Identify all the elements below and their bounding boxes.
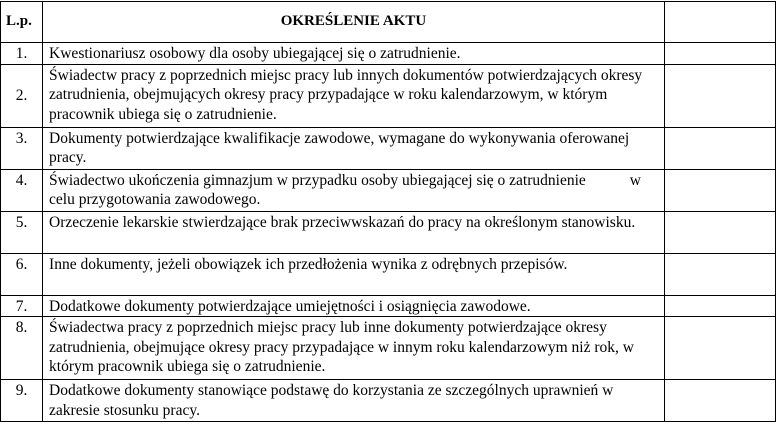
row-number: 1. bbox=[1, 43, 43, 65]
header-extra bbox=[664, 2, 775, 43]
table-row bbox=[1, 295, 776, 317]
row-number: 7. bbox=[1, 295, 43, 317]
row-number: 2. bbox=[1, 64, 43, 127]
row-text: Orzeczenie lekarskie stwierdzające brak przeciwwskazań do pracy na określonym stanowisku. bbox=[43, 211, 665, 253]
row-extra-cell bbox=[664, 127, 775, 169]
row-extra-cell bbox=[664, 253, 775, 295]
row-extra-cell bbox=[664, 211, 775, 253]
row-text: Dodatkowe dokumenty potwierdzające umiejętności i osiągnięcia zawodowe. bbox=[43, 295, 665, 317]
row-extra-cell bbox=[664, 169, 775, 211]
row-number: 5. bbox=[1, 211, 43, 253]
header-title: OKREŚLENIE AKTU bbox=[43, 2, 665, 43]
table-row bbox=[1, 380, 776, 422]
table-row bbox=[1, 43, 776, 65]
table-row bbox=[1, 211, 776, 253]
table-row bbox=[1, 253, 776, 295]
row-extra-cell bbox=[664, 43, 775, 65]
row-number: 9. bbox=[1, 380, 43, 422]
row-text: Świadectwa pracy z poprzednich miejsc pracy lub inne dokumenty potwierdzające okresy zatrudnienia, obejmujące okresy pracy przypadające w innym roku kalendarzowym niż rok, w którym pracownik ubiega się o zatrudnienie. bbox=[43, 317, 665, 380]
row-text: Inne dokumenty, jeżeli obowiązek ich przedłożenia wynika z odrębnych przepisów. bbox=[43, 253, 665, 295]
row-text-part-b: w celu przygotowania zawodowego. bbox=[49, 171, 641, 208]
row-text bbox=[43, 169, 665, 211]
documents-table bbox=[0, 1, 776, 422]
row-extra-cell bbox=[664, 317, 775, 380]
row-text: Dodatkowe dokumenty stanowiące podstawę do korzystania ze szczególnych uprawnień w zakresie stosunku pracy. bbox=[43, 380, 665, 422]
row-number: 3. bbox=[1, 127, 43, 169]
table-row bbox=[1, 127, 776, 169]
row-number: 4. bbox=[1, 169, 43, 211]
header-lp: L.p. bbox=[1, 2, 43, 43]
row-text: Dokumenty potwierdzające kwalifikacje zawodowe, wymagane do wykonywania oferowanej pracy. bbox=[43, 127, 665, 169]
row-number: 6. bbox=[1, 253, 43, 295]
row-number: 8. bbox=[1, 317, 43, 380]
row-extra-cell bbox=[664, 380, 775, 422]
table-row bbox=[1, 169, 776, 211]
table-row bbox=[1, 64, 776, 127]
row-text: Kwestionariusz osobowy dla osoby ubiegającej się o zatrudnienie. bbox=[43, 43, 665, 65]
table-row bbox=[1, 317, 776, 380]
table-header-row bbox=[1, 2, 776, 43]
row-extra-cell bbox=[664, 64, 775, 127]
row-text-part-a: Świadectwo ukończenia gimnazjum w przypadku osoby ubiegającej się o zatrudnienie bbox=[49, 171, 586, 189]
row-text: Świadectw pracy z poprzednich miejsc pracy lub innych dokumentów potwierdzających okresy zatrudnienia, obejmujących okresy pracy przypadające w roku kalendarzowym, w którym pracownik ubiega się o zatrudnienie. bbox=[43, 64, 665, 127]
row-extra-cell bbox=[664, 295, 775, 317]
